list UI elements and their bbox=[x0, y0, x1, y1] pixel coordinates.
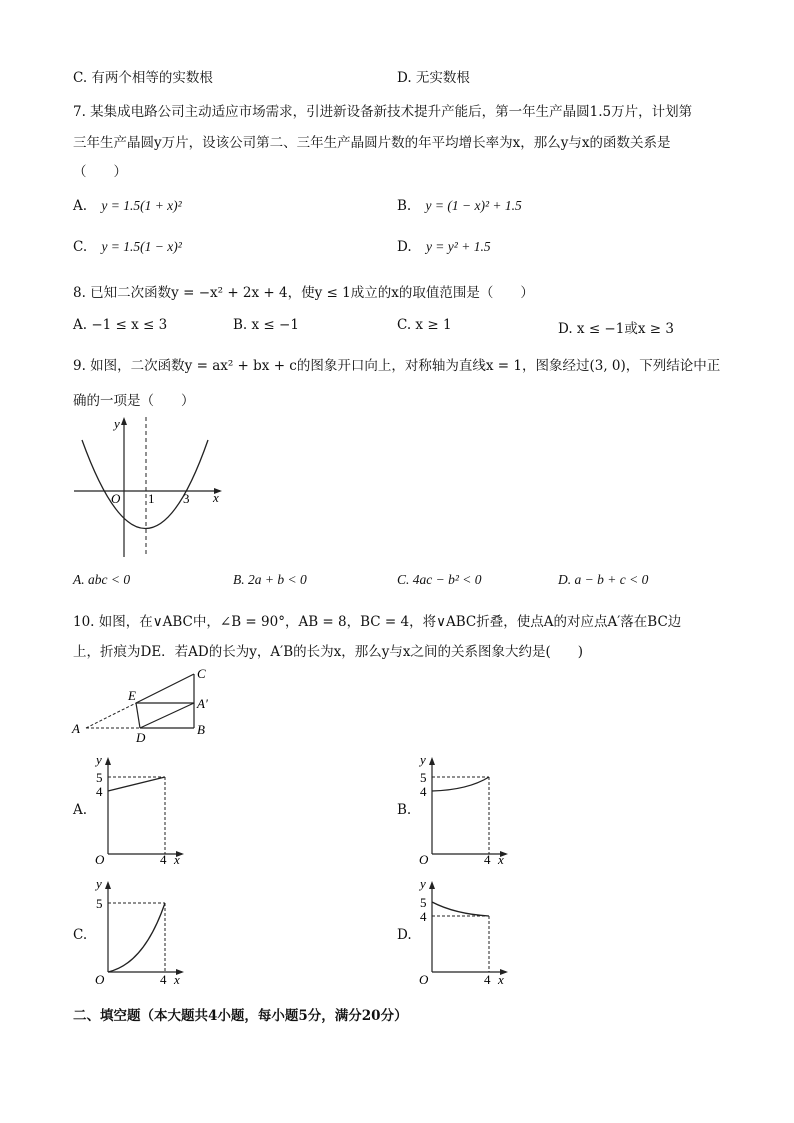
q7-option-c bbox=[73, 239, 182, 255]
q10-label-b: B bbox=[197, 722, 205, 737]
q9-option-b: B. 2a + b < 0 bbox=[233, 572, 307, 587]
q10-graph-c-label: C. bbox=[73, 927, 88, 943]
q10-graph-d-origin: O bbox=[419, 972, 429, 987]
q8-stem: 8. 已知二次函数y = −x² + 2x + 4，使y ≤ 1成立的x的取值范围是（ ） bbox=[73, 285, 534, 301]
q10-label-c: C bbox=[197, 666, 206, 681]
q6-option-d: D. 无实数根 bbox=[397, 70, 470, 86]
q9-stem-line2: 确的一项是（ ） bbox=[73, 393, 195, 409]
q10-graph-b-tick-x4: 4 bbox=[484, 852, 491, 867]
q10-stem-line1: 10. 如图，在∨ABC中，∠B = 90°，AB = 8，BC = 4，将∨ABC折叠，使点A的对应点A′落在BC边 bbox=[73, 614, 682, 630]
q8-option-a: A. −1 ≤ x ≤ 3 bbox=[73, 317, 168, 333]
q9-option-d: D. a − b + c < 0 bbox=[558, 572, 649, 587]
q9-option-c: C. 4ac − b² < 0 bbox=[397, 572, 482, 587]
q10-graph-c-y-label: y bbox=[96, 876, 102, 891]
section-2-title: 二、填空题（本大题共4小题，每小题5分，满分20分） bbox=[73, 1008, 408, 1024]
q9-parabola-curve bbox=[82, 440, 208, 529]
q10-graph-d-y-label: y bbox=[420, 876, 426, 891]
q7-option-d-expr: y = y² + 1.5 bbox=[425, 239, 491, 254]
q10-graph-b-tick-4: 4 bbox=[420, 784, 427, 799]
q10-label-d: D bbox=[136, 730, 146, 745]
q10-dashed-ae bbox=[86, 703, 136, 728]
q10-side-ec bbox=[136, 674, 194, 703]
q10-label-a: A bbox=[72, 721, 80, 736]
q9-y-arrow bbox=[121, 417, 127, 425]
q9-origin-label: O bbox=[111, 491, 121, 506]
q10-graph-a-tick-5: 5 bbox=[96, 770, 103, 785]
q10-graph-a-origin: O bbox=[95, 852, 105, 867]
q10-fold-de bbox=[136, 703, 140, 728]
q10-graph-c-origin: O bbox=[95, 972, 105, 987]
q10-graph-c bbox=[86, 876, 196, 991]
q10-graph-b-origin: O bbox=[419, 852, 429, 867]
q10-graph-d-tick-4: 4 bbox=[420, 909, 427, 924]
q10-graph-d-tick-5: 5 bbox=[420, 895, 427, 910]
q10-graph-d-curve bbox=[432, 902, 489, 916]
q8-option-b: B. x ≤ −1 bbox=[233, 317, 299, 333]
q9-x-label: x bbox=[213, 490, 219, 505]
q7-option-b-expr: y = (1 − x)² + 1.5 bbox=[425, 198, 522, 213]
q10-side-da1 bbox=[140, 703, 194, 728]
q10-graph-a-tick-x4: 4 bbox=[160, 852, 167, 867]
q7-option-a-expr: y = 1.5(1 + x)² bbox=[101, 198, 182, 213]
q10-graph-b-x-label: x bbox=[498, 852, 504, 867]
q10-graph-b-label: B. bbox=[397, 802, 412, 818]
q8-option-c: C. x ≥ 1 bbox=[397, 317, 452, 333]
q7-stem-line3: （ ） bbox=[73, 164, 127, 180]
q10-graph-c-curve bbox=[108, 903, 165, 972]
q10-graph-a-x-label: x bbox=[174, 852, 180, 867]
q9-tick-1: 1 bbox=[148, 491, 155, 506]
q10-label-a-prime: A′ bbox=[197, 696, 208, 711]
q10-graph-c-tick-x4: 4 bbox=[160, 972, 167, 987]
q7-option-a-label: A. bbox=[73, 198, 88, 214]
q8-option-d: D. x ≤ −1或x ≥ 3 bbox=[558, 321, 674, 337]
q9-y-label: y bbox=[114, 416, 120, 431]
q10-graph-b-curve bbox=[432, 777, 489, 791]
q10-triangle-figure bbox=[70, 664, 220, 744]
q7-option-b bbox=[397, 198, 522, 214]
q10-graph-d-x-label: x bbox=[498, 972, 504, 987]
q7-option-d-label: D. bbox=[397, 239, 412, 255]
q7-stem-line1: 7. 某集成电路公司主动适应市场需求，引进新设备新技术提升产能后，第一年生产晶圆1.5万片，计划第 bbox=[73, 104, 693, 120]
q10-graph-d bbox=[410, 876, 520, 991]
q10-label-e: E bbox=[128, 688, 136, 703]
q9-option-a: A. abc < 0 bbox=[73, 572, 131, 587]
q9-stem-line1: 9. 如图，二次函数y = ax² + bx + c的图象开口向上，对称轴为直线x = 1，图象经过(3, 0)，下列结论中正 bbox=[73, 358, 721, 374]
q9-parabola-graph bbox=[70, 412, 230, 562]
q7-option-a bbox=[73, 198, 182, 214]
q7-option-b-label: B. bbox=[397, 198, 412, 214]
q6-option-c: C. 有两个相等的实数根 bbox=[73, 70, 213, 86]
q10-graph-b bbox=[410, 752, 520, 867]
q10-graph-b-y-label: y bbox=[420, 752, 426, 767]
q10-graph-d-tick-x4: 4 bbox=[484, 972, 491, 987]
q10-graph-c-tick-5: 5 bbox=[96, 896, 103, 911]
q10-graph-a-label: A. bbox=[73, 802, 88, 818]
q7-option-c-expr: y = 1.5(1 − x)² bbox=[101, 239, 182, 254]
q10-graph-b-tick-5: 5 bbox=[420, 770, 427, 785]
q10-graph-c-x-label: x bbox=[174, 972, 180, 987]
q10-graph-a-y-label: y bbox=[96, 752, 102, 767]
q10-stem-line2: 上，折痕为DE．若AD的长为y，A′B的长为x，那么y与x之间的关系图象大约是( ) bbox=[73, 644, 583, 660]
q10-graph-d-label: D. bbox=[397, 927, 412, 943]
q10-graph-a-tick-4: 4 bbox=[96, 784, 103, 799]
q9-tick-3: 3 bbox=[183, 491, 190, 506]
q10-graph-a bbox=[86, 752, 196, 867]
q7-option-d bbox=[397, 239, 491, 255]
q7-stem-line2: 三年生产晶圆y万片，设该公司第二、三年生产晶圆片数的年平均增长率为x，那么y与x的函数关系是 bbox=[73, 135, 671, 151]
q7-option-c-label: C. bbox=[73, 239, 88, 255]
q10-graph-a-curve bbox=[108, 777, 165, 791]
